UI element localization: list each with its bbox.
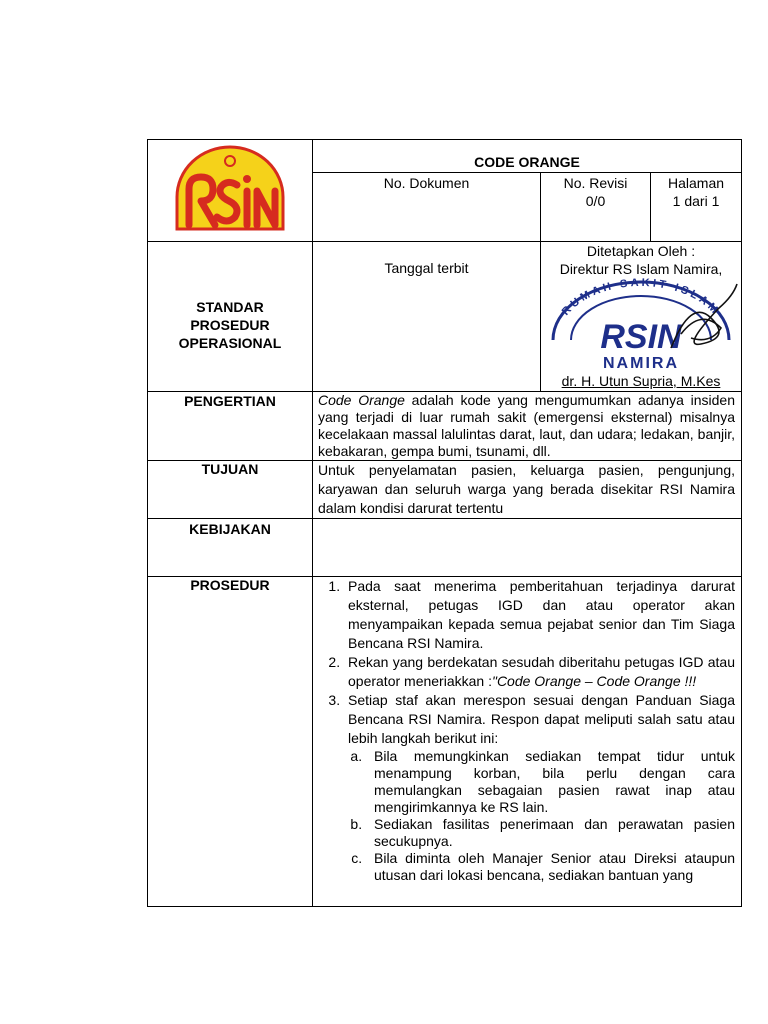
page-label: Halaman <box>667 175 725 191</box>
tujuan-content <box>313 461 742 519</box>
rsin-logo <box>171 145 289 233</box>
kebijakan-content <box>313 519 742 577</box>
page-value: 1 dari 1 <box>672 193 720 209</box>
step-3 <box>344 691 735 884</box>
logo-cell <box>148 140 313 242</box>
step-2-text: Rekan yang berdekatan sesudah diberitahu petugas IGD atau operator meneriakkan : <box>348 654 736 689</box>
step-3-substeps <box>348 748 735 884</box>
doc-no-label: No. Dokumen <box>383 175 470 191</box>
sop-label-line3: OPERASIONAL <box>178 334 282 351</box>
signatory-name: dr. H. Utun Supria, M.Kes <box>561 373 721 389</box>
issued-label: Tanggal terbit <box>384 260 469 276</box>
sop-label-line2: PROSEDUR <box>190 316 270 333</box>
tujuan-text: Untuk penyelamatan pasien, keluarga pasien, pengunjung, karyawan dan seluruh warga yang berada disekitar RSI Namira dalam kondisi darurat tertentu <box>318 462 736 516</box>
revision-cell <box>541 173 651 242</box>
document-title: CODE ORANGE <box>313 140 742 173</box>
approved-by-line2: Direktur RS Islam Namira, <box>559 261 723 277</box>
approved-by-line1: Ditetapkan Oleh : <box>586 243 696 259</box>
sop-label-line1: STANDAR <box>196 298 264 315</box>
page-cell <box>651 173 742 242</box>
step-2-italic: "Code Orange – Code Orange !!! <box>491 673 697 689</box>
prosedur-label: PROSEDUR <box>148 577 313 907</box>
step-2 <box>344 653 735 691</box>
prosedur-content <box>313 577 742 907</box>
step-3c: c. Bila diminta oleh Manajer Senior atau Direksi ataupun utusan dari lokasi bencana, sediakan bantuan yang <box>366 850 735 884</box>
pengertian-text: adalah kode yang mengumumkan adanya insiden yang terjadi di luar rumah sakit (emergensi eksternal) misalnya kecelakaan massal lalulintas darat, laut, dan udara; ledakan, banjir, kebakaran, gempa bumi, tsunami, dll. <box>318 392 736 459</box>
step-3-text: Setiap staf akan merespon sesuai dengan Panduan Siaga Bencana RSI Namira. Respon dapat meliputi salah satu atau lebih langkah berikut ini: <box>348 692 736 746</box>
sop-label-cell <box>148 242 313 392</box>
step-3a: a. Bila memungkinkan sediakan tempat tidur untuk menampung korban, bila perlu dengan cara memulangkan sebagaian pasien rawat inap atau mengirimkannya ke RS lain. <box>366 748 735 816</box>
stamp-bottom: NAMIRA <box>603 355 679 372</box>
approval-cell <box>541 242 742 392</box>
tujuan-label: TUJUAN <box>148 461 313 519</box>
kebijakan-label: KEBIJAKAN <box>148 519 313 577</box>
issued-cell <box>313 242 541 392</box>
pengertian-label: PENGERTIAN <box>148 392 313 461</box>
doc-no-cell <box>313 173 541 242</box>
pengertian-italic: Code Orange <box>318 392 405 408</box>
stamp-logo: RSIN <box>600 318 682 356</box>
stamp-arc-text: RUMAH SAKIT ISLAM <box>559 278 723 318</box>
prosedur-steps <box>318 577 735 884</box>
step-1: 1. Pada saat menerima pemberitahuan terjadinya darurat eksternal, petugas IGD dan atau operator akan menyampaikan kepada semua pejabat senior dan Tim Siaga Bencana RSI Namira. <box>344 577 735 653</box>
step-3b: b. Sediakan fasilitas penerimaan dan perawatan pasien secukupnya. <box>366 816 735 850</box>
revision-value: 0/0 <box>585 193 606 209</box>
hospital-stamp <box>541 278 741 356</box>
sop-table <box>147 139 742 907</box>
revision-label: No. Revisi <box>563 175 628 191</box>
pengertian-content <box>313 392 742 461</box>
